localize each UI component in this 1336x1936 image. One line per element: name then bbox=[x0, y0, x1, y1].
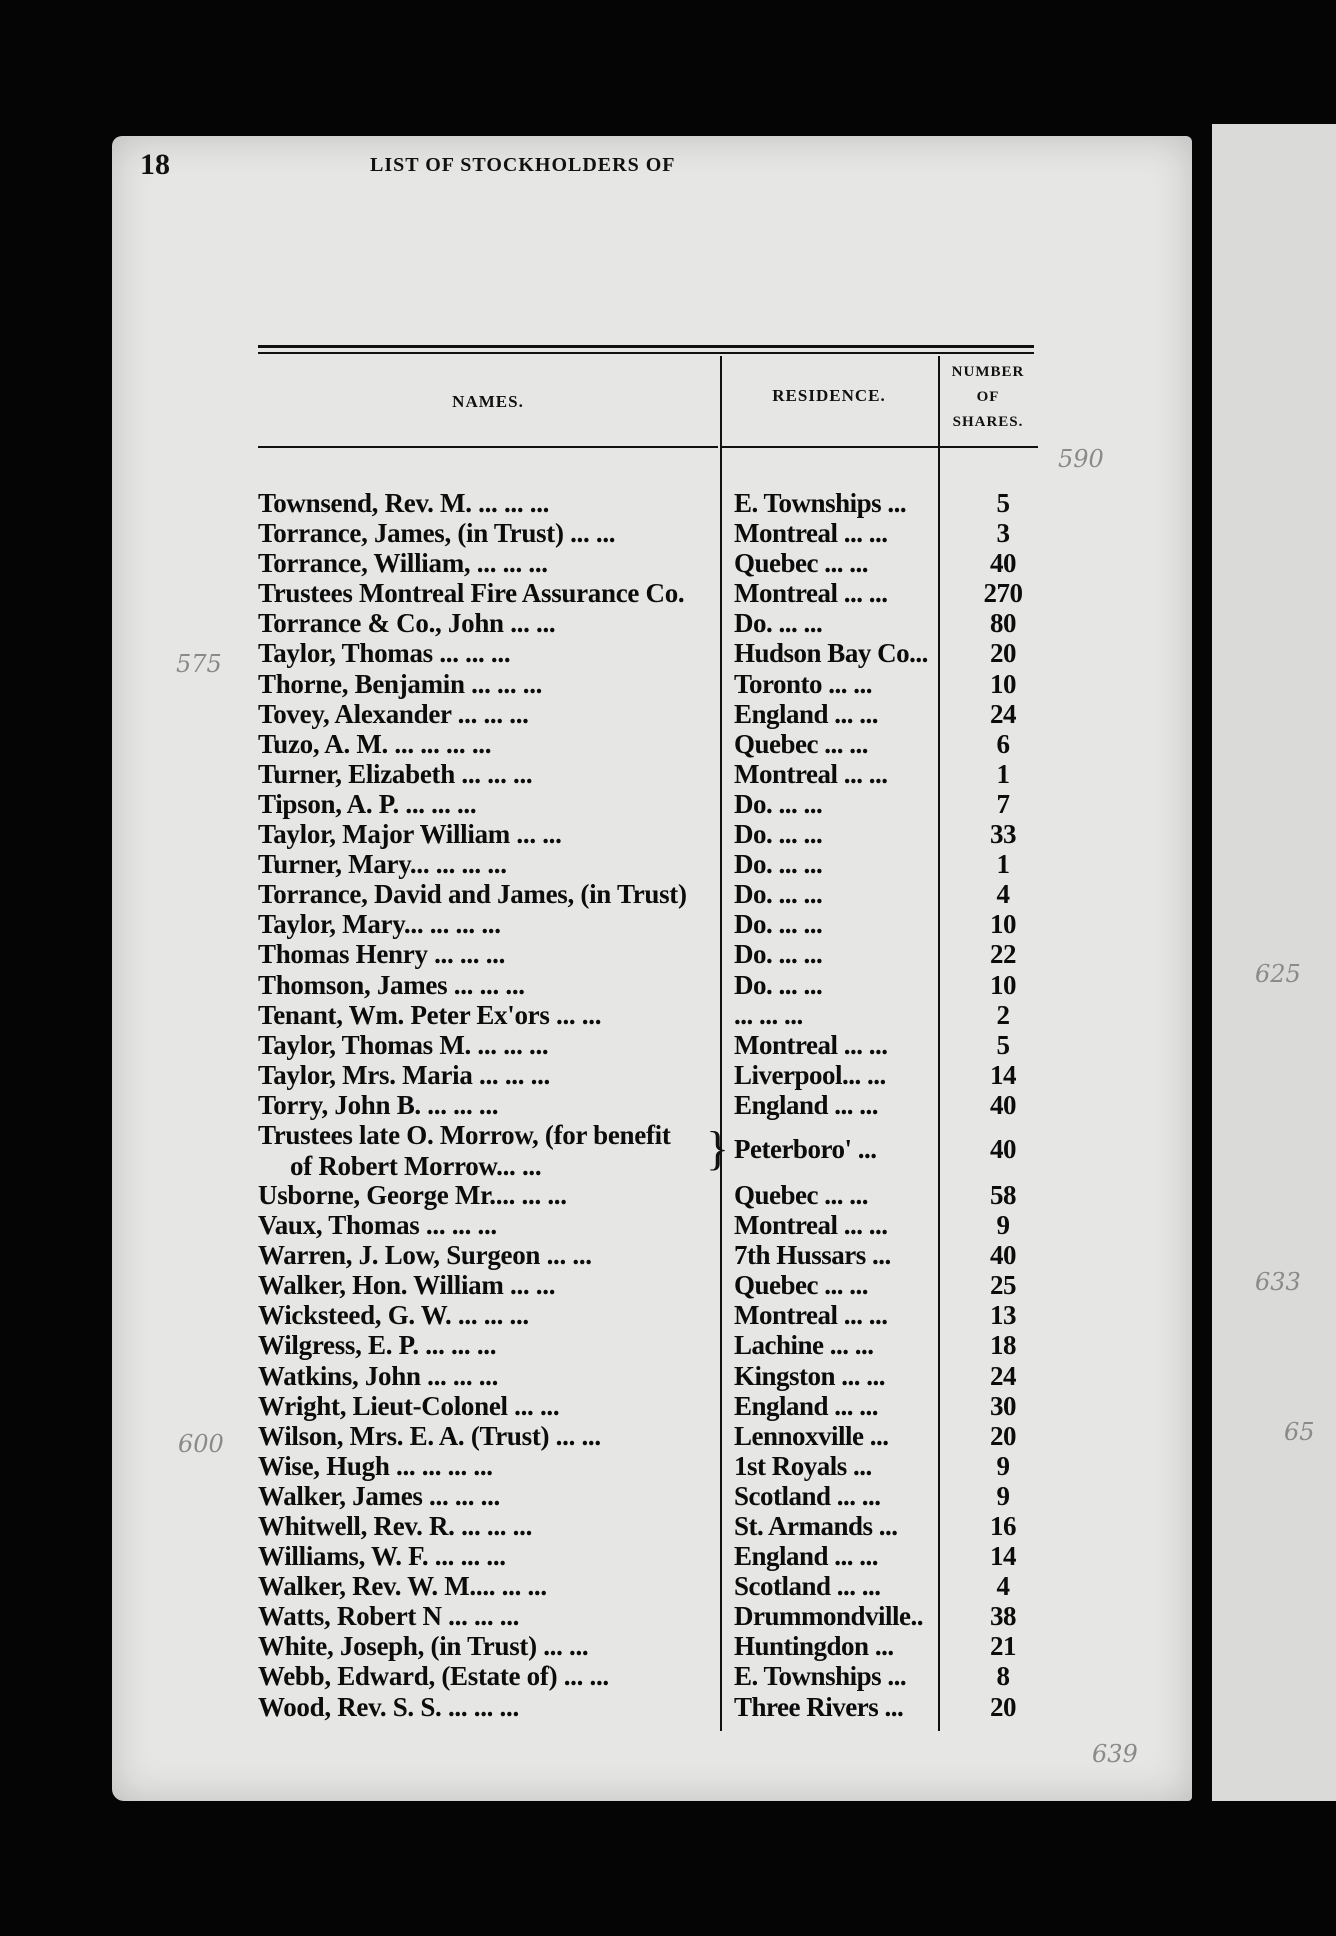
stockholder-list bbox=[258, 488, 1048, 1722]
shares-cell: 20 bbox=[990, 1420, 1016, 1451]
residence-cell: Hudson Bay Co... bbox=[734, 638, 928, 669]
stockholder-name-text: Wilson, Mrs. E. A. (Trust) ... ... bbox=[258, 1420, 601, 1451]
stockholder-name-text: Torrance, William, ... ... ... bbox=[258, 548, 548, 579]
stockholder-name bbox=[258, 789, 720, 820]
table-row bbox=[258, 1361, 1048, 1391]
stockholder-name-text: Tuzo, A. M. ... ... ... ... bbox=[258, 728, 492, 759]
handwritten-note-3: 625 bbox=[1255, 960, 1301, 988]
stockholder-name-text: Usborne, George Mr.... ... ... bbox=[258, 1179, 567, 1210]
stockholder-name-text: Walker, James ... ... ... bbox=[258, 1480, 500, 1511]
table-row bbox=[258, 1631, 1048, 1661]
column-header-shares bbox=[940, 360, 1036, 435]
residence-cell: England ... ... bbox=[734, 698, 879, 729]
stockholder-name bbox=[258, 1391, 720, 1422]
stockholder-name-text: Townsend, Rev. M. ... ... ... bbox=[258, 488, 550, 518]
residence-cell: Montreal ... ... bbox=[734, 578, 888, 609]
stockholder-name-text: White, Joseph, (in Trust) ... ... bbox=[258, 1631, 589, 1662]
stockholder-name bbox=[258, 1240, 720, 1271]
residence-cell: Montreal ... ... bbox=[734, 758, 888, 789]
stockholder-name bbox=[258, 518, 720, 549]
shares-cell: 40 bbox=[990, 1133, 1016, 1164]
header-rule-top bbox=[258, 345, 1034, 348]
header-rule-bottom bbox=[258, 446, 718, 448]
shares-cell: 4 bbox=[996, 879, 1010, 910]
handwritten-note-6: 65 bbox=[1284, 1418, 1315, 1446]
stockholder-name bbox=[258, 759, 720, 790]
residence-cell: E. Townships ... bbox=[734, 1661, 907, 1692]
stockholder-name bbox=[258, 1541, 720, 1572]
shares-cell: 24 bbox=[990, 698, 1016, 729]
table-row bbox=[258, 1451, 1048, 1481]
table-row bbox=[258, 638, 1048, 668]
stockholder-name bbox=[258, 548, 720, 579]
shares-cell: 8 bbox=[996, 1661, 1010, 1692]
shares-cell: 38 bbox=[990, 1601, 1016, 1632]
stockholder-name-continued: of Robert Morrow... ... bbox=[290, 1150, 542, 1181]
stockholder-name bbox=[258, 1511, 720, 1542]
stockholder-name bbox=[258, 1180, 720, 1211]
shares-cell: 270 bbox=[983, 578, 1023, 609]
column-header-shares-line1: NUMBER bbox=[951, 364, 1025, 380]
table-row bbox=[258, 488, 1048, 518]
shares-cell: 30 bbox=[990, 1390, 1016, 1421]
stockholder-name bbox=[258, 1090, 720, 1121]
shares-cell: 10 bbox=[990, 909, 1016, 940]
residence-cell: Do. ... ... bbox=[734, 849, 823, 880]
table-row bbox=[258, 939, 1048, 969]
stockholder-name-text: Torry, John B. ... ... ... bbox=[258, 1089, 499, 1120]
residence-cell: England ... ... bbox=[734, 1541, 879, 1572]
shares-cell: 3 bbox=[996, 518, 1010, 549]
header-rule-top-thin bbox=[258, 352, 1034, 354]
stockholder-name-text: Watts, Robert N ... ... ... bbox=[258, 1601, 520, 1632]
residence-cell: Lachine ... ... bbox=[734, 1330, 874, 1361]
stockholder-name bbox=[258, 970, 720, 1001]
table-row bbox=[258, 1541, 1048, 1571]
table-row bbox=[258, 1210, 1048, 1240]
table-row bbox=[258, 1240, 1048, 1270]
table-row bbox=[258, 699, 1048, 729]
residence-cell: Montreal ... ... bbox=[734, 518, 888, 549]
stockholder-name-text: Whitwell, Rev. R. ... ... ... bbox=[258, 1511, 533, 1541]
shares-cell: 33 bbox=[990, 819, 1016, 850]
table-row bbox=[258, 1421, 1048, 1451]
shares-cell: 10 bbox=[990, 969, 1016, 1000]
table-row bbox=[258, 970, 1048, 1000]
stockholder-name bbox=[258, 1571, 720, 1602]
stockholder-name bbox=[258, 1421, 720, 1452]
residence-cell: Toronto ... ... bbox=[734, 668, 873, 699]
stockholder-name-text: Vaux, Thomas ... ... ... bbox=[258, 1210, 497, 1241]
table-row bbox=[258, 909, 1048, 939]
residence-cell: Lennoxville ... bbox=[734, 1420, 889, 1451]
stockholder-name-text: Taylor, Thomas M. ... ... ... bbox=[258, 1029, 549, 1060]
stockholder-name-text: Trustees Montreal Fire Assurance Co. bbox=[258, 578, 685, 609]
stockholder-name-text: Trustees late O. Morrow, (for benefit bbox=[258, 1119, 671, 1150]
stockholder-name bbox=[258, 608, 720, 639]
stockholder-name bbox=[258, 638, 720, 669]
residence-cell: Montreal ... ... bbox=[734, 1029, 888, 1060]
stockholder-name bbox=[258, 1000, 720, 1031]
stockholder-name-text: Torrance, David and James, (in Trust) bbox=[258, 879, 687, 910]
table-row bbox=[258, 548, 1048, 578]
shares-cell: 4 bbox=[996, 1571, 1010, 1602]
residence-cell: Do. ... ... bbox=[734, 969, 823, 1000]
column-header-shares-line3: SHARES. bbox=[952, 414, 1024, 430]
stockholder-name-text: Taylor, Mary... ... ... ... bbox=[258, 909, 501, 940]
shares-cell: 16 bbox=[990, 1511, 1016, 1541]
header-rule-bottom-right bbox=[722, 446, 1038, 448]
stockholder-name-text: Walker, Rev. W. M.... ... ... bbox=[258, 1571, 547, 1602]
stockholder-name bbox=[258, 939, 720, 970]
stockholder-name bbox=[258, 488, 720, 519]
stockholder-name bbox=[258, 849, 720, 880]
residence-cell: Quebec ... ... bbox=[734, 1270, 868, 1301]
stockholder-name bbox=[258, 1270, 720, 1301]
table-row bbox=[258, 608, 1048, 638]
shares-cell: 20 bbox=[990, 1691, 1016, 1722]
stockholder-name bbox=[258, 578, 720, 609]
shares-cell: 18 bbox=[990, 1330, 1016, 1361]
table-row bbox=[258, 789, 1048, 819]
residence-cell: E. Townships ... bbox=[734, 488, 907, 518]
stockholder-name-text: Wise, Hugh ... ... ... ... bbox=[258, 1450, 493, 1481]
stockholder-name-text: Wright, Lieut-Colonel ... ... bbox=[258, 1390, 560, 1421]
table-row bbox=[258, 1120, 1048, 1180]
shares-cell: 2 bbox=[996, 999, 1010, 1030]
stockholder-name-text: Walker, Hon. William ... ... bbox=[258, 1270, 556, 1301]
table-row bbox=[258, 578, 1048, 608]
residence-cell: 1st Royals ... bbox=[734, 1450, 872, 1481]
table-row bbox=[258, 1270, 1048, 1300]
residence-cell: England ... ... bbox=[734, 1390, 879, 1421]
residence-cell: Three Rivers ... bbox=[734, 1691, 904, 1722]
stockholder-name bbox=[258, 669, 720, 700]
stockholder-name bbox=[258, 1481, 720, 1512]
table-row bbox=[258, 1300, 1048, 1330]
stockholder-name bbox=[258, 1300, 720, 1331]
stockholder-name bbox=[258, 1030, 720, 1061]
grouping-brace: } bbox=[706, 1121, 730, 1175]
stockholder-name-text: Wilgress, E. P. ... ... ... bbox=[258, 1330, 497, 1361]
stockholder-name bbox=[258, 819, 720, 850]
residence-cell: Montreal ... ... bbox=[734, 1210, 888, 1241]
table-row bbox=[258, 759, 1048, 789]
shares-cell: 9 bbox=[996, 1480, 1010, 1511]
table-row bbox=[258, 729, 1048, 759]
table-row bbox=[258, 518, 1048, 548]
stockholder-name bbox=[258, 699, 720, 730]
table-row bbox=[258, 1391, 1048, 1421]
residence-cell: St. Armands ... bbox=[734, 1511, 898, 1541]
shares-cell: 14 bbox=[990, 1059, 1016, 1090]
shares-cell: 10 bbox=[990, 668, 1016, 699]
shares-cell: 13 bbox=[990, 1300, 1016, 1331]
stockholder-name-text: Turner, Elizabeth ... ... ... bbox=[258, 758, 533, 789]
column-header-names: NAMES. bbox=[452, 392, 524, 411]
column-header-residence: RESIDENCE. bbox=[772, 386, 886, 405]
handwritten-note-1: 590 bbox=[1058, 445, 1104, 473]
residence-cell: Quebec ... ... bbox=[734, 1179, 868, 1210]
residence-cell: Peterboro' ... bbox=[734, 1133, 877, 1164]
handwritten-note-2: 575 bbox=[176, 650, 222, 678]
table-row bbox=[258, 669, 1048, 699]
shares-cell: 21 bbox=[990, 1631, 1016, 1662]
table-row bbox=[258, 1000, 1048, 1030]
shares-cell: 1 bbox=[996, 758, 1010, 789]
running-title: LIST OF STOCKHOLDERS OF bbox=[370, 154, 676, 176]
table-row bbox=[258, 1060, 1048, 1090]
table-row bbox=[258, 1330, 1048, 1360]
stockholder-name-text: Thomson, James ... ... ... bbox=[258, 969, 525, 1000]
stockholder-name bbox=[258, 1330, 720, 1361]
stockholder-name bbox=[258, 909, 720, 940]
stockholder-name bbox=[258, 1210, 720, 1241]
shares-cell: 9 bbox=[996, 1210, 1010, 1241]
stockholder-name-text: Watkins, John ... ... ... bbox=[258, 1360, 499, 1391]
shares-cell: 40 bbox=[990, 548, 1016, 579]
shares-cell: 20 bbox=[990, 638, 1016, 669]
stockholder-name-text: Tovey, Alexander ... ... ... bbox=[258, 698, 529, 729]
residence-cell: Do. ... ... bbox=[734, 819, 823, 850]
table-row bbox=[258, 1030, 1048, 1060]
stockholder-name-text: Thomas Henry ... ... ... bbox=[258, 939, 506, 970]
residence-cell: Huntingdon ... bbox=[734, 1631, 894, 1662]
page-header bbox=[140, 148, 940, 188]
residence-cell: Scotland ... ... bbox=[734, 1480, 881, 1511]
table-row bbox=[258, 1601, 1048, 1631]
shares-cell: 5 bbox=[996, 1029, 1010, 1060]
stockholder-name-text: Torrance, James, (in Trust) ... ... bbox=[258, 518, 616, 549]
stockholder-name-text: Wood, Rev. S. S. ... ... ... bbox=[258, 1691, 519, 1722]
column-header-shares-line2: OF bbox=[976, 389, 1000, 405]
stockholder-name bbox=[258, 1451, 720, 1482]
shares-cell: 22 bbox=[990, 939, 1016, 970]
stockholder-name-text: Taylor, Mrs. Maria ... ... ... bbox=[258, 1059, 550, 1090]
stockholder-name bbox=[258, 879, 720, 910]
stockholder-name-text: Tenant, Wm. Peter Ex'ors ... ... bbox=[258, 999, 602, 1030]
page-number: 18 bbox=[140, 148, 170, 181]
stockholder-name bbox=[258, 1120, 720, 1182]
stockholder-name bbox=[258, 1692, 720, 1723]
residence-cell: Kingston ... ... bbox=[734, 1360, 886, 1391]
residence-cell: Quebec ... ... bbox=[734, 548, 868, 579]
shares-cell: 14 bbox=[990, 1541, 1016, 1572]
stockholder-name bbox=[258, 1661, 720, 1692]
residence-cell: Do. ... ... bbox=[734, 939, 823, 970]
table-row bbox=[258, 1511, 1048, 1541]
stockholder-name bbox=[258, 1601, 720, 1632]
stockholder-name-text: Webb, Edward, (Estate of) ... ... bbox=[258, 1661, 609, 1692]
shares-cell: 1 bbox=[996, 849, 1010, 880]
shares-cell: 40 bbox=[990, 1089, 1016, 1120]
stockholder-name-text: Williams, W. F. ... ... ... bbox=[258, 1541, 506, 1572]
stockholder-name bbox=[258, 1361, 720, 1392]
table-row bbox=[258, 819, 1048, 849]
stockholder-name-text: Taylor, Thomas ... ... ... bbox=[258, 638, 511, 669]
table-row bbox=[258, 1571, 1048, 1601]
residence-cell: Do. ... ... bbox=[734, 788, 823, 819]
residence-cell: England ... ... bbox=[734, 1089, 879, 1120]
shares-cell: 80 bbox=[990, 608, 1016, 639]
stockholder-name-text: Thorne, Benjamin ... ... ... bbox=[258, 668, 543, 699]
handwritten-note-7: 639 bbox=[1092, 1740, 1138, 1768]
table-row bbox=[258, 1090, 1048, 1120]
handwritten-note-5: 600 bbox=[178, 1430, 224, 1458]
residence-cell: Do. ... ... bbox=[734, 879, 823, 910]
table-row bbox=[258, 1692, 1048, 1722]
shares-cell: 5 bbox=[996, 488, 1010, 518]
shares-cell: 9 bbox=[996, 1450, 1010, 1481]
table-row bbox=[258, 1481, 1048, 1511]
table-row bbox=[258, 1661, 1048, 1691]
residence-cell: Scotland ... ... bbox=[734, 1571, 881, 1602]
handwritten-note-4: 633 bbox=[1255, 1268, 1301, 1296]
stockholder-name bbox=[258, 1060, 720, 1091]
residence-cell: Do. ... ... bbox=[734, 608, 823, 639]
stockholder-name-text: Torrance & Co., John ... ... bbox=[258, 608, 556, 639]
stockholder-name-text: Tipson, A. P. ... ... ... bbox=[258, 788, 477, 819]
table-row bbox=[258, 879, 1048, 909]
stockholder-name-text: Taylor, Major William ... ... bbox=[258, 819, 562, 850]
stockholder-name bbox=[258, 729, 720, 760]
residence-cell: Quebec ... ... bbox=[734, 728, 868, 759]
stockholder-name bbox=[258, 1631, 720, 1662]
shares-cell: 40 bbox=[990, 1240, 1016, 1271]
shares-cell: 7 bbox=[996, 788, 1010, 819]
stockholder-name-text: Warren, J. Low, Surgeon ... ... bbox=[258, 1240, 592, 1271]
table-row bbox=[258, 1180, 1048, 1210]
residence-cell: Drummondville.. bbox=[734, 1601, 924, 1632]
shares-cell: 24 bbox=[990, 1360, 1016, 1391]
residence-cell: Liverpool... ... bbox=[734, 1059, 886, 1090]
stockholder-name-text: Wicksteed, G. W. ... ... ... bbox=[258, 1300, 529, 1331]
shares-cell: 6 bbox=[996, 728, 1010, 759]
residence-cell: Montreal ... ... bbox=[734, 1300, 888, 1331]
table-row bbox=[258, 849, 1048, 879]
residence-cell: 7th Hussars ... bbox=[734, 1240, 891, 1271]
stockholder-name-text: Turner, Mary... ... ... ... bbox=[258, 849, 507, 880]
shares-cell: 58 bbox=[990, 1179, 1016, 1210]
residence-cell: Do. ... ... bbox=[734, 909, 823, 940]
residence-cell: ... ... ... bbox=[734, 999, 803, 1030]
shares-cell: 25 bbox=[990, 1270, 1016, 1301]
